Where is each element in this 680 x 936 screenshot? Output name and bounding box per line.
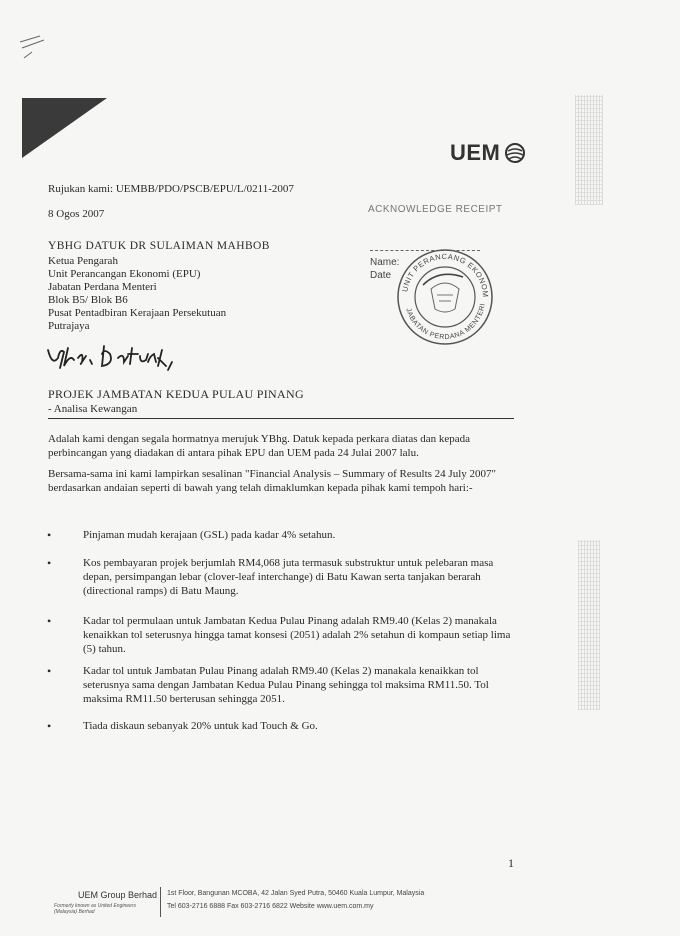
pen-stroke-mark <box>18 28 58 68</box>
subject-subtitle: - Analisa Kewangan <box>48 403 138 415</box>
uem-logo <box>450 140 526 166</box>
list-item: Kos pembayaran projek berjumlah RM4,068 juta termasuk substruktur untuk pelebaran masa depan, persimpangan lebar (clover-leaf interchange) di Batu Kawan serta tanjakan berarah (directional ramps) di Batu Maung. <box>83 557 494 597</box>
addressee-line: Putrajaya <box>48 320 90 332</box>
body-paragraph: Bersama-sama ini kami lampirkan sesalinan "Financial Analysis – Summary of Results 24 July 2007" berdasarkan andaian seperti di bawah yang telah dimaklumkan kepada pihak kami tempoh hari:- <box>48 468 496 494</box>
bullet-marker: • <box>47 664 52 678</box>
bullet-marker: • <box>47 556 52 570</box>
official-seal <box>393 247 497 347</box>
addressee-line: Jabatan Perdana Menteri <box>48 281 157 293</box>
reference-number: Rujukan kami: UEMBB/PDO/PSCB/EPU/L/0211-2007 <box>48 183 294 195</box>
subject-title: PROJEK JAMBATAN KEDUA PULAU PINANG <box>48 387 304 401</box>
scan-noise <box>578 540 600 710</box>
logo-text: UEM <box>450 140 501 165</box>
footer-address: 1st Floor, Bangunan MCOBA, 42 Jalan Syed Putra, 50460 Kuala Lumpur, Malaysia <box>167 890 425 897</box>
seal-bottom-text: JABATAN PERDANA MENTERI <box>404 302 487 342</box>
footer-divider <box>160 887 161 917</box>
list-item: Kadar tol permulaan untuk Jambatan Kedua Pulau Pinang adalah RM9.40 (Kelas 2) manakala kenaikkan tol seterusnya hingga tamat konsesi (2051) adalah 2% setahun di kompaun setiap lima (5) tahun. <box>83 615 511 655</box>
addressee-line: Ketua Pengarah <box>48 255 118 267</box>
bullet-marker: • <box>47 614 52 628</box>
addressee-line: Blok B5/ Blok B6 <box>48 294 128 306</box>
bullet-marker: • <box>47 528 52 542</box>
uem-globe-icon <box>504 142 526 164</box>
footer-company: UEM Group Berhad <box>78 890 158 900</box>
stamp-date-label: Date <box>370 270 392 281</box>
seal-top-text: UNIT PERANCANG EKONOM <box>400 251 491 298</box>
scan-noise <box>575 95 603 205</box>
handwritten-salutation <box>44 340 194 372</box>
page-number: 1 <box>508 856 514 870</box>
footer-contact: Tel 603-2716 6888 Fax 603-2716 6822 Website www.uem.com.my <box>167 903 374 910</box>
subject-underline <box>48 418 514 419</box>
stamp-name-label: Name: <box>370 257 400 268</box>
addressee-line: Pusat Pentadbiran Kerajaan Persekutuan <box>48 307 227 319</box>
acknowledge-receipt-stamp: ACKNOWLEDGE RECEIPT <box>368 204 503 215</box>
footer-company-sub: Formerly known as United Engineers (Malaysia) Berhad <box>54 903 136 915</box>
scan-corner-shadow <box>22 98 107 158</box>
svg-text:UNIT PERANCANG EKONOMI <box>393 247 490 298</box>
addressee-line: Unit Perancangan Ekonomi (EPU) <box>48 268 201 280</box>
addressee-name: YBHG DATUK DR SULAIMAN MAHBOB <box>48 240 270 252</box>
list-item: Kadar tol untuk Jambatan Pulau Pinang adalah RM9.40 (Kelas 2) manakala kenaikkan tol seterusnya sama dengan Jambatan Kedua Pulau Pinang sehingga tol maksima RM11.50. Tol maksima RM11.50 berterusan sehingga 2051. <box>83 665 489 705</box>
letter-date: 8 Ogos 2007 <box>48 208 105 220</box>
bullet-marker: • <box>47 719 52 733</box>
list-item: Pinjaman mudah kerajaan (GSL) pada kadar 4% setahun. <box>83 529 336 541</box>
body-paragraph: Adalah kami dengan segala hormatnya merujuk YBhg. Datuk kepada perkara diatas dan kepada perbincangan yang diadakan di antara pihak EPU dan UEM pada 24 Julai 2007 lalu. <box>48 433 471 459</box>
list-item: Tiada diskaun sebanyak 20% untuk kad Touch & Go. <box>83 720 318 732</box>
